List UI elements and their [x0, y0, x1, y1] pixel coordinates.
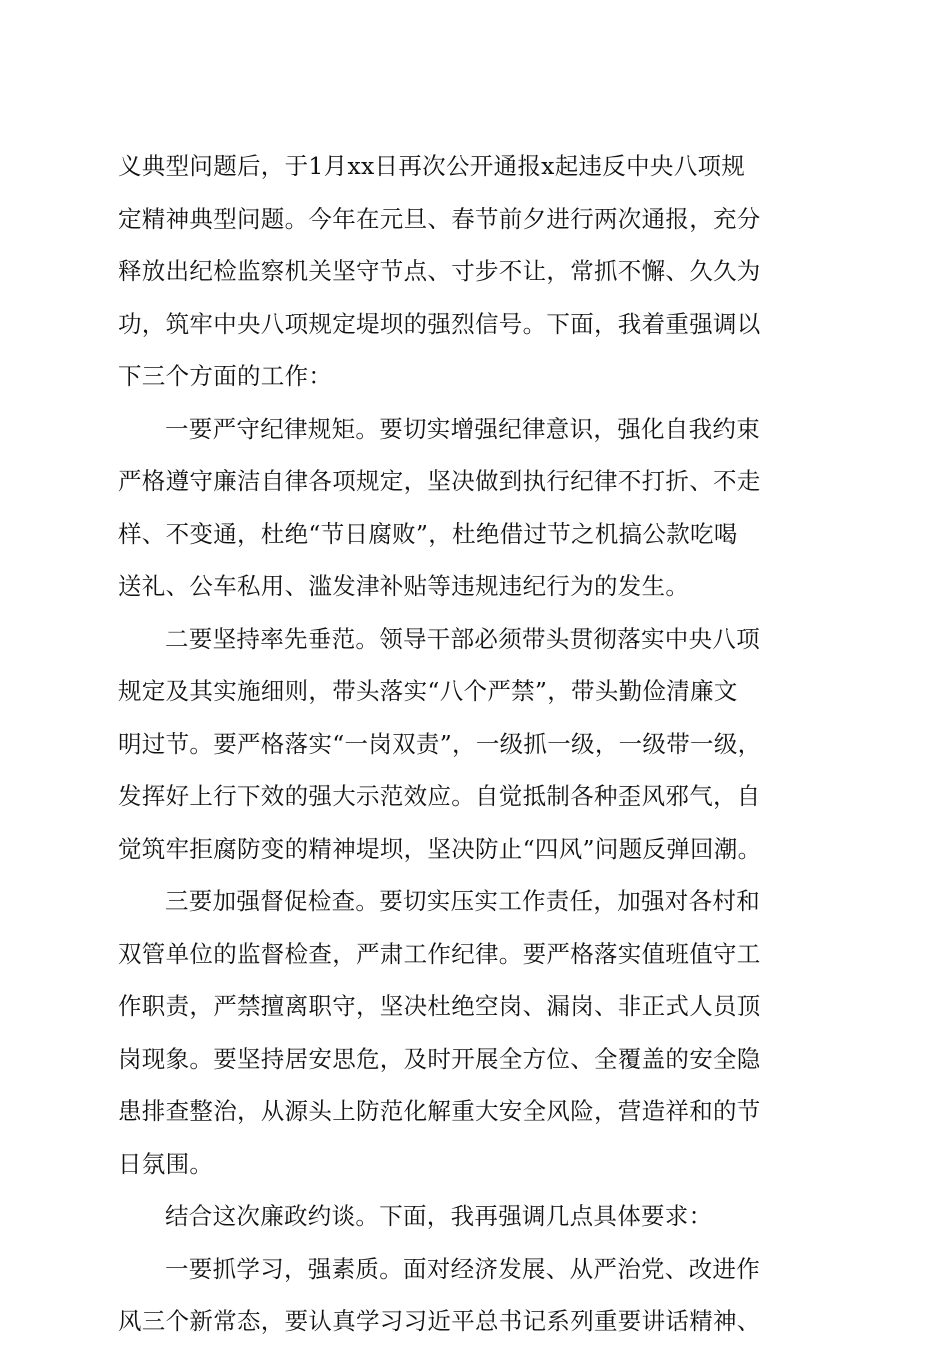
text-line: 患排查整治，从源头上防范化解重大安全风险，营造祥和的节 [118, 1097, 761, 1125]
text-line: 义典型问题后，于1月xx日再次公开通报x起违反中央八项规 [118, 152, 746, 180]
text-line: 觉筑牢拒腐防变的精神堤坝，坚决防止“四风”问题反弹回潮。 [118, 834, 762, 863]
text-line: 岗现象。要坚持居安思危，及时开展全方位、全覆盖的安全隐 [118, 1044, 761, 1073]
text-line: 明过节。要严格落实“一岗双责”，一级抓一级，一级带一级， [118, 729, 762, 758]
text-line: 发挥好上行下效的强大示范效应。自觉抵制各种歪风邪气，自 [118, 782, 761, 810]
text-line: 样、不变通，杜绝“节日腐败”，杜绝借过节之机搞公款吃喝 [118, 519, 738, 548]
text-line: 释放出纪检监察机关坚守节点、寸步不让，常抓不懈、久久为 [118, 257, 761, 285]
paragraph-start-line: 三要加强督促检查。要切实压实工作责任，加强对各村和 [165, 887, 760, 915]
text-line: 定精神典型问题。今年在元旦、春节前夕进行两次通报，充分 [118, 204, 761, 233]
document-body [118, 140, 830, 1348]
paragraph-start-line: 一要抓学习，强素质。面对经济发展、从严治党、改进作 [165, 1254, 760, 1283]
text-line: 送礼、公车私用、滥发津补贴等违规违纪行为的发生。 [118, 572, 690, 600]
text-line: 作职责，严禁擅离职守，坚决杜绝空岗、漏岗、非正式人员顶 [118, 992, 761, 1020]
text-line: 功，筑牢中央八项规定堤坝的强烈信号。下面，我着重强调以 [118, 309, 761, 338]
paragraph-start-line: 二要坚持率先垂范。领导干部必须带头贯彻落实中央八项 [165, 624, 760, 653]
text-line: 规定及其实施细则，带头落实“八个严禁”，带头勤俭清廉文 [118, 677, 738, 705]
text-line: 日氛围。 [118, 1149, 214, 1178]
text-line: 双管单位的监督检查，严肃工作纪律。要严格落实值班值守工 [118, 939, 761, 968]
paragraph-start-line: 一要严守纪律规矩。要切实增强纪律意识，强化自我约束 [165, 414, 760, 443]
paragraph-start-line: 结合这次廉政约谈。下面，我再强调几点具体要求： [165, 1202, 713, 1230]
text-line: 风三个新常态，要认真学习习近平总书记系列重要讲话精神、 [118, 1307, 761, 1335]
text-line: 下三个方面的工作： [118, 362, 333, 390]
text-line: 严格遵守廉洁自律各项规定，坚决做到执行纪律不打折、不走 [118, 467, 761, 495]
